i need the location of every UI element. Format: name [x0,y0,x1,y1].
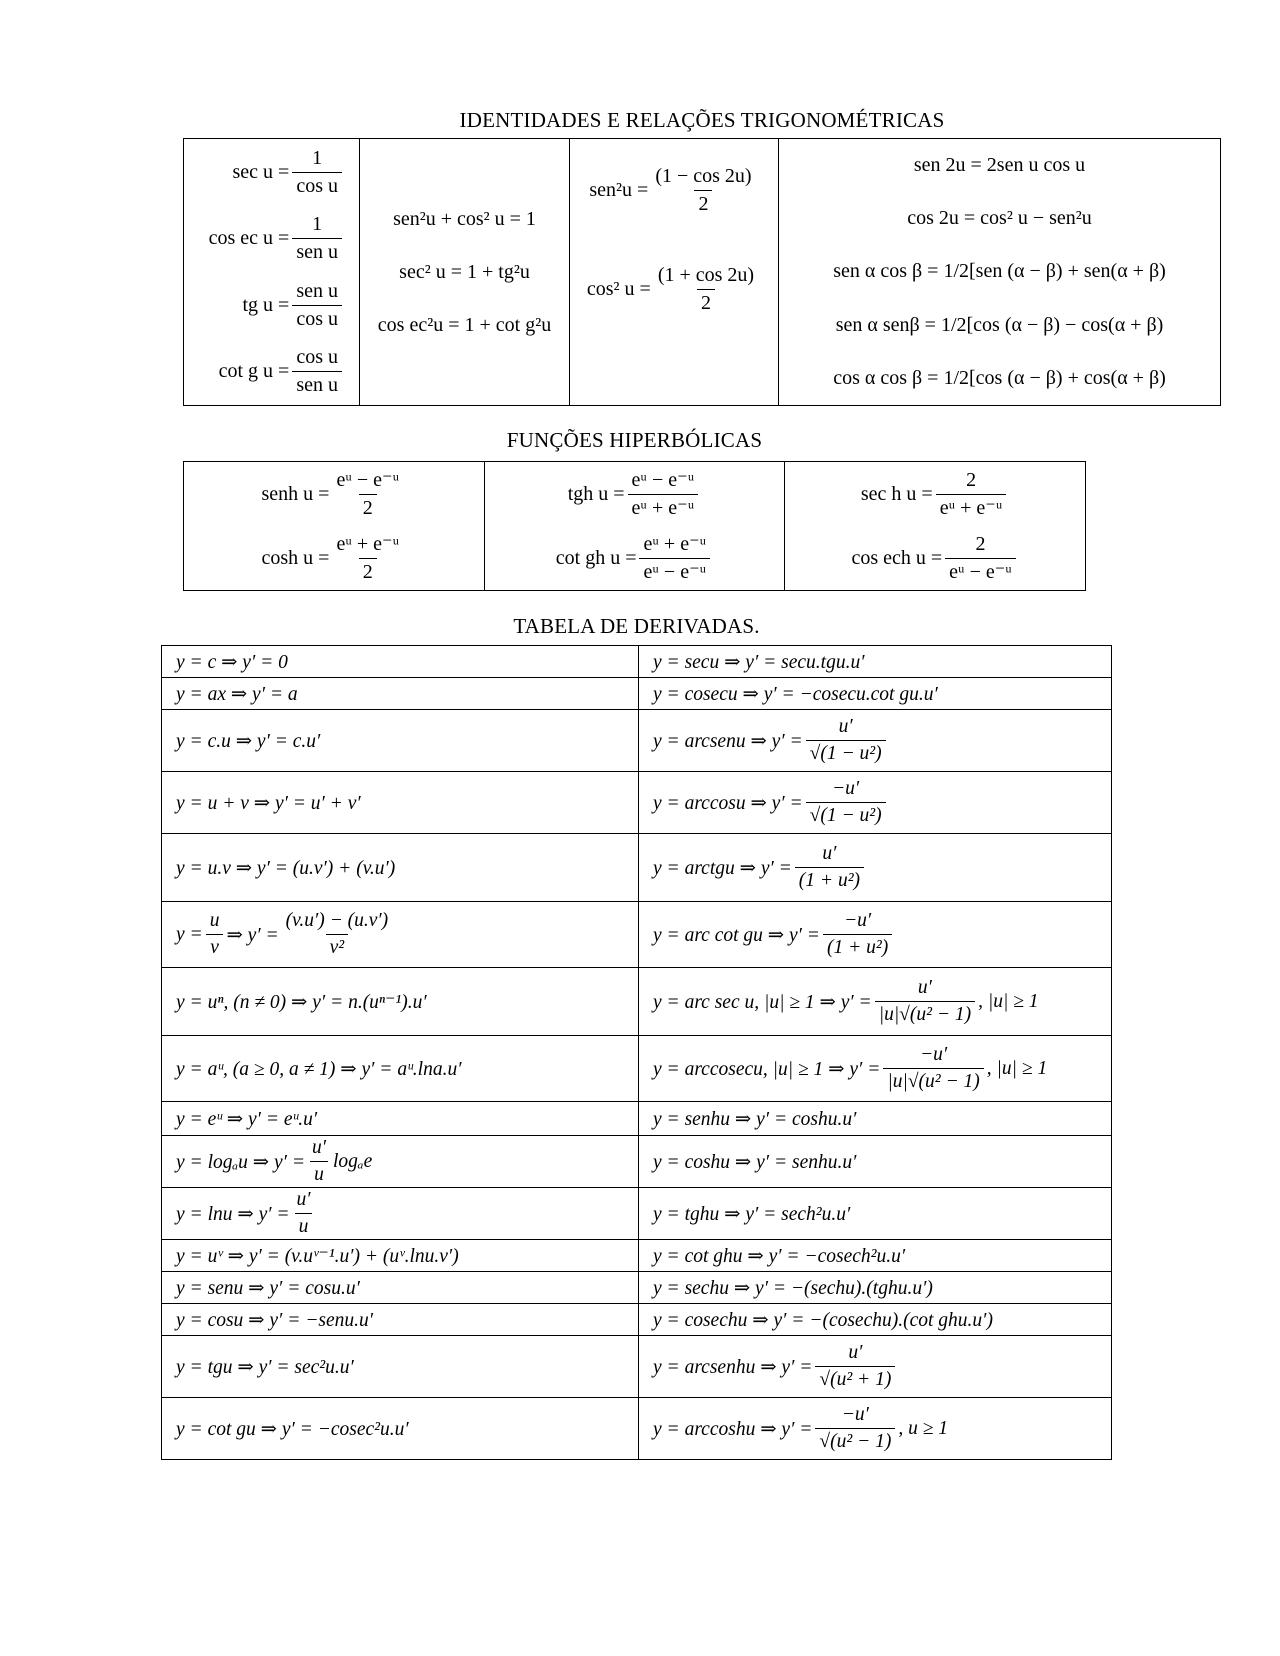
double-angle-sin: sen 2u = 2sen u cos u [913,154,1086,177]
derivative-formula: y = ax ⇒ y′ = a [176,683,298,705]
fraction-denominator: |u|√(u² − 1) [883,1068,983,1093]
derivative-cell-right [639,772,1112,834]
derivative-cell-left [162,772,639,834]
formula-suffix: , u ≥ 1 [898,1417,949,1439]
table-row [162,1336,1112,1398]
fraction-numerator: eᵘ − e⁻ᵘ [631,468,695,491]
trig-half-angle-cell [570,139,779,406]
table-row [162,1304,1112,1336]
fraction-denominator: (1 + u²) [795,867,864,892]
hyperbolic-definition [485,469,785,520]
derivative-cell-left [162,834,639,902]
formula-middle: ⇒ y′ = [226,924,279,946]
table-row [162,1272,1112,1304]
equation-lhs: tg u = [242,293,290,316]
derivative-cell-left [162,710,639,772]
fraction-numerator: 1 [312,146,323,169]
derivative-cell-right [639,1240,1112,1272]
fraction [945,533,1016,584]
derivative-formula: y = c.u ⇒ y′ = c.u′ [176,730,321,752]
derivative-formula [653,843,1097,893]
derivative-cell-left [162,1240,639,1272]
fraction-numerator: u′ [296,1188,311,1210]
fraction-denominator: sen u [292,238,342,264]
formula-prefix: y = arccoshu ⇒ y′ = [653,1418,813,1440]
derivative-cell-right [639,1336,1112,1398]
derivative-cell-left [162,1272,639,1304]
fraction-numerator: u′ [311,1136,326,1158]
fraction-numerator: u′ [838,715,853,737]
fraction-denominator: u [310,1161,328,1186]
fraction-denominator: u [295,1213,313,1238]
fraction [628,469,699,520]
derivative-formula [653,1044,1097,1094]
derivative-cell-right [639,1036,1112,1102]
table-row [162,772,1112,834]
reciprocal-identity [184,213,359,264]
formula-suffix: logₐe [333,1150,373,1172]
fraction [332,533,403,584]
table-row [162,1102,1112,1136]
derivative-formula [653,716,1097,766]
fraction-numerator: (v.u′) − (u.v′) [285,909,389,931]
fraction-numerator: u′ [917,976,932,998]
half-angle-identity [570,264,778,315]
trig-reciprocal-cell [184,139,360,406]
derivative-formula: y = senhu ⇒ y′ = coshu.u′ [653,1108,857,1130]
fraction-denominator: √(1 − u²) [806,802,886,827]
formula-prefix: y = lnu ⇒ y′ = [176,1203,290,1225]
fraction [883,1044,983,1094]
fraction [815,1404,895,1454]
product-sin-sin: sen α senβ = 1/2[cos (α − β) − cos(α + β) [835,313,1164,336]
hyperbolic-definition [184,469,484,520]
formula-prefix: y = logₐu ⇒ y′ = [176,1151,305,1173]
fraction-numerator: 1 [312,213,323,236]
formula-prefix: y = arccosu ⇒ y′ = [653,792,803,814]
derivative-cell-left [162,1102,639,1136]
fraction-numerator: (1 − cos 2u) [655,165,752,187]
equation-lhs: cot gh u = [555,546,637,569]
fraction-numerator: −u′ [919,1043,948,1065]
fraction [823,910,892,960]
trig-sum-product-cell [779,139,1221,406]
table-row [162,678,1112,710]
fraction-denominator: v [206,934,223,959]
reciprocal-identity [184,280,359,331]
hyperbolic-definition [785,469,1085,520]
fraction [292,280,342,331]
derivative-formula [653,1404,1097,1454]
double-angle-cos: cos 2u = cos² u − sen²u [907,207,1092,230]
derivative-cell-left [162,646,639,678]
fraction-numerator: u′ [822,842,837,864]
fraction-numerator: 2 [966,468,977,491]
derivative-cell-right [639,646,1112,678]
fraction [292,213,342,264]
derivative-cell-right [639,1102,1112,1136]
derivative-formula [653,778,1097,828]
fraction-numerator: eᵘ + e⁻ᵘ [336,532,400,555]
formula-prefix: y = arc sec u, |u| ≥ 1 ⇒ y′ = [653,991,872,1013]
derivative-formula: y = cot gu ⇒ y′ = −cosec²u.u′ [176,1418,409,1440]
fraction-denominator: 2 [359,494,377,520]
trig-pythagorean-cell [360,139,570,406]
pythagorean-identity-1: sen²u + cos² u = 1 [393,207,536,230]
table-row [162,1036,1112,1102]
fraction [292,346,342,397]
derivative-cell-right [639,678,1112,710]
fraction-denominator: eᵘ − e⁻ᵘ [639,558,710,584]
derivative-cell-left [162,1136,639,1188]
half-angle-identity [570,165,778,216]
fraction-denominator: cos u [292,172,342,198]
hyp-title: FUNÇÕES HIPERBÓLICAS [506,428,763,452]
table-row [162,1398,1112,1460]
formula-suffix: , |u| ≥ 1 [978,990,1039,1012]
derivative-formula: y = u + v ⇒ y′ = u′ + v′ [176,792,361,814]
derivative-formula: y = cosecu ⇒ y′ = −cosecu.cot gu.u′ [653,683,938,705]
table-row [162,646,1112,678]
derivative-formula: y = cosu ⇒ y′ = −senu.u′ [176,1309,374,1331]
fraction-numerator: eᵘ + e⁻ᵘ [643,532,707,555]
fraction [292,147,342,198]
derivative-cell-right [639,710,1112,772]
fraction [795,843,864,893]
hyp-cell-tanh-coth [484,462,785,591]
trig-title: IDENTIDADES E RELAÇÕES TRIGONOMÉTRICAS [459,108,945,132]
derivative-formula: y = cot ghu ⇒ y′ = −cosech²u.u′ [653,1245,906,1267]
derivative-formula: y = tghu ⇒ y′ = sech²u.u′ [653,1203,851,1225]
derivative-formula: y = aᵘ, (a ≥ 0, a ≠ 1) ⇒ y′ = aᵘ.lna.u′ [176,1058,462,1080]
hyperbolic-definition [785,533,1085,584]
fraction-denominator: 2 [359,558,377,584]
derivative-cell-right [639,1136,1112,1188]
equation-lhs: cos ech u = [851,546,943,569]
derivative-formula [653,910,1097,960]
fraction-numerator: eᵘ − e⁻ᵘ [336,468,400,491]
fraction-denominator: sen u [292,371,342,397]
equation-lhs: sec h u = [860,482,933,505]
equation-lhs: tgh u = [567,482,625,505]
fraction [936,469,1007,520]
derivatives-table [161,645,1112,1460]
table-row [162,968,1112,1036]
fraction [651,165,755,216]
equation-lhs: senh u = [261,482,330,505]
fraction [806,716,886,766]
product-cos-cos: cos α cos β = 1/2[cos (α − β) + cos(α + β) [833,366,1166,389]
fraction [293,1189,315,1239]
formula-prefix: y = arcsenhu ⇒ y′ = [653,1356,813,1378]
formula-prefix: y = arccosecu, |u| ≥ 1 ⇒ y′ = [653,1058,881,1080]
fraction-numerator: cos u [296,346,338,369]
fraction-denominator: eᵘ + e⁻ᵘ [936,494,1007,520]
reciprocal-identity [184,147,359,198]
derivative-cell-right [639,834,1112,902]
equation-lhs: cos² u = [586,278,651,300]
fraction [875,977,975,1027]
fraction-denominator: eᵘ + e⁻ᵘ [628,494,699,520]
fraction-denominator: (1 + u²) [823,934,892,959]
derivative-formula: y = u.v ⇒ y′ = (u.v′) + (v.u′) [176,857,396,879]
formula-prefix: y = arc cot gu ⇒ y′ = [653,924,820,946]
fraction-denominator: v² [326,934,349,959]
derivative-formula: y = coshu ⇒ y′ = senhu.u′ [653,1151,857,1173]
derivative-cell-left [162,1188,639,1240]
derivative-formula: y = tgu ⇒ y′ = sec²u.u′ [176,1356,354,1378]
derivative-formula: y = eᵘ ⇒ y′ = eᵘ.u′ [176,1108,318,1130]
derivative-cell-left [162,1398,639,1460]
product-sin-cos: sen α cos β = 1/2[sen (α − β) + sen(α + β) [833,260,1166,283]
hyperbolic-functions-table [183,461,1086,591]
fraction-numerator: −u′ [843,909,872,931]
reciprocal-identity [184,346,359,397]
pythagorean-identity-2: sec² u = 1 + tg²u [399,260,530,283]
derivative-cell-right [639,902,1112,968]
derivative-cell-left [162,1036,639,1102]
fraction-numerator: −u′ [832,777,860,799]
table-row [162,1188,1112,1240]
fraction-numerator: sen u [296,279,338,302]
derivative-formula: y = senu ⇒ y′ = cosu.u′ [176,1277,360,1299]
fraction [639,533,710,584]
derivative-formula: y = cosechu ⇒ y′ = −(cosechu).(cot ghu.u′) [653,1309,993,1331]
hyperbolic-definition [184,533,484,584]
formula-prefix: y = arcsenu ⇒ y′ = [653,730,803,752]
fraction-denominator: √(u² + 1) [815,1366,895,1391]
derivative-cell-left [162,1304,639,1336]
derivative-formula [176,1189,624,1239]
trig-identities-table [183,138,1221,406]
derivative-formula [176,910,624,960]
derivative-formula [653,1342,1097,1392]
fraction-denominator: eᵘ − e⁻ᵘ [945,558,1016,584]
derivative-cell-left [162,968,639,1036]
formula-prefix: y = [176,923,203,945]
table-row [162,1240,1112,1272]
hyperbolic-definition [485,533,785,584]
fraction-denominator: |u|√(u² − 1) [875,1001,975,1026]
fraction-numerator: 2 [975,532,986,555]
equation-lhs: sen²u = [589,179,649,201]
fraction [206,910,224,960]
formula-suffix: , |u| ≥ 1 [986,1057,1048,1079]
fraction-numerator: −u′ [841,1403,869,1425]
derivative-cell-left [162,1336,639,1398]
fraction [308,1137,330,1187]
derivative-cell-right [639,968,1112,1036]
table-row [162,834,1112,902]
derivative-formula: y = secu ⇒ y′ = secu.tgu.u′ [653,651,865,673]
fraction [806,778,886,828]
fraction [282,910,393,960]
derivative-formula: y = uᵛ ⇒ y′ = (v.uᵛ⁻¹.u′) + (uᵛ.lnu.v′) [176,1245,459,1267]
fraction [332,469,403,520]
derivative-formula: y = c ⇒ y′ = 0 [176,651,288,673]
fraction-denominator: cos u [292,305,342,331]
derivative-cell-right [639,1304,1112,1336]
derivative-cell-right [639,1272,1112,1304]
derivative-formula [653,977,1097,1027]
derivative-formula: y = uⁿ, (n ≠ 0) ⇒ y′ = n.(uⁿ⁻¹).u′ [176,991,427,1013]
table-row [162,902,1112,968]
derivative-cell-right [639,1188,1112,1240]
pythagorean-identity-3: cos ec²u = 1 + cot g²u [377,313,552,336]
derivative-formula: y = sechu ⇒ y′ = −(sechu).(tghu.u′) [653,1277,933,1299]
fraction [815,1342,895,1392]
fraction-numerator: u′ [848,1341,863,1363]
equation-lhs: sec u = [232,160,290,183]
formula-prefix: y = arctgu ⇒ y′ = [653,857,792,879]
table-row [162,1136,1112,1188]
fraction-numerator: u [209,909,220,931]
derivative-cell-left [162,902,639,968]
equation-lhs: cosh u = [261,546,330,569]
equation-lhs: cot g u = [218,360,290,383]
fraction-denominator: √(u² − 1) [815,1428,895,1453]
fraction [654,264,758,315]
der-title: TABELA DE DERIVADAS. [513,614,760,638]
hyp-cell-sinh-cosh [184,462,485,591]
fraction-denominator: √(1 − u²) [806,740,886,765]
fraction-denominator: 2 [697,289,715,315]
derivative-cell-right [639,1398,1112,1460]
derivative-cell-left [162,678,639,710]
fraction-denominator: 2 [694,190,712,216]
derivative-formula [176,1137,624,1187]
equation-lhs: cos ec u = [208,227,290,250]
hyp-cell-sech-csch [785,462,1086,591]
table-row [162,710,1112,772]
fraction-numerator: (1 + cos 2u) [657,264,755,286]
